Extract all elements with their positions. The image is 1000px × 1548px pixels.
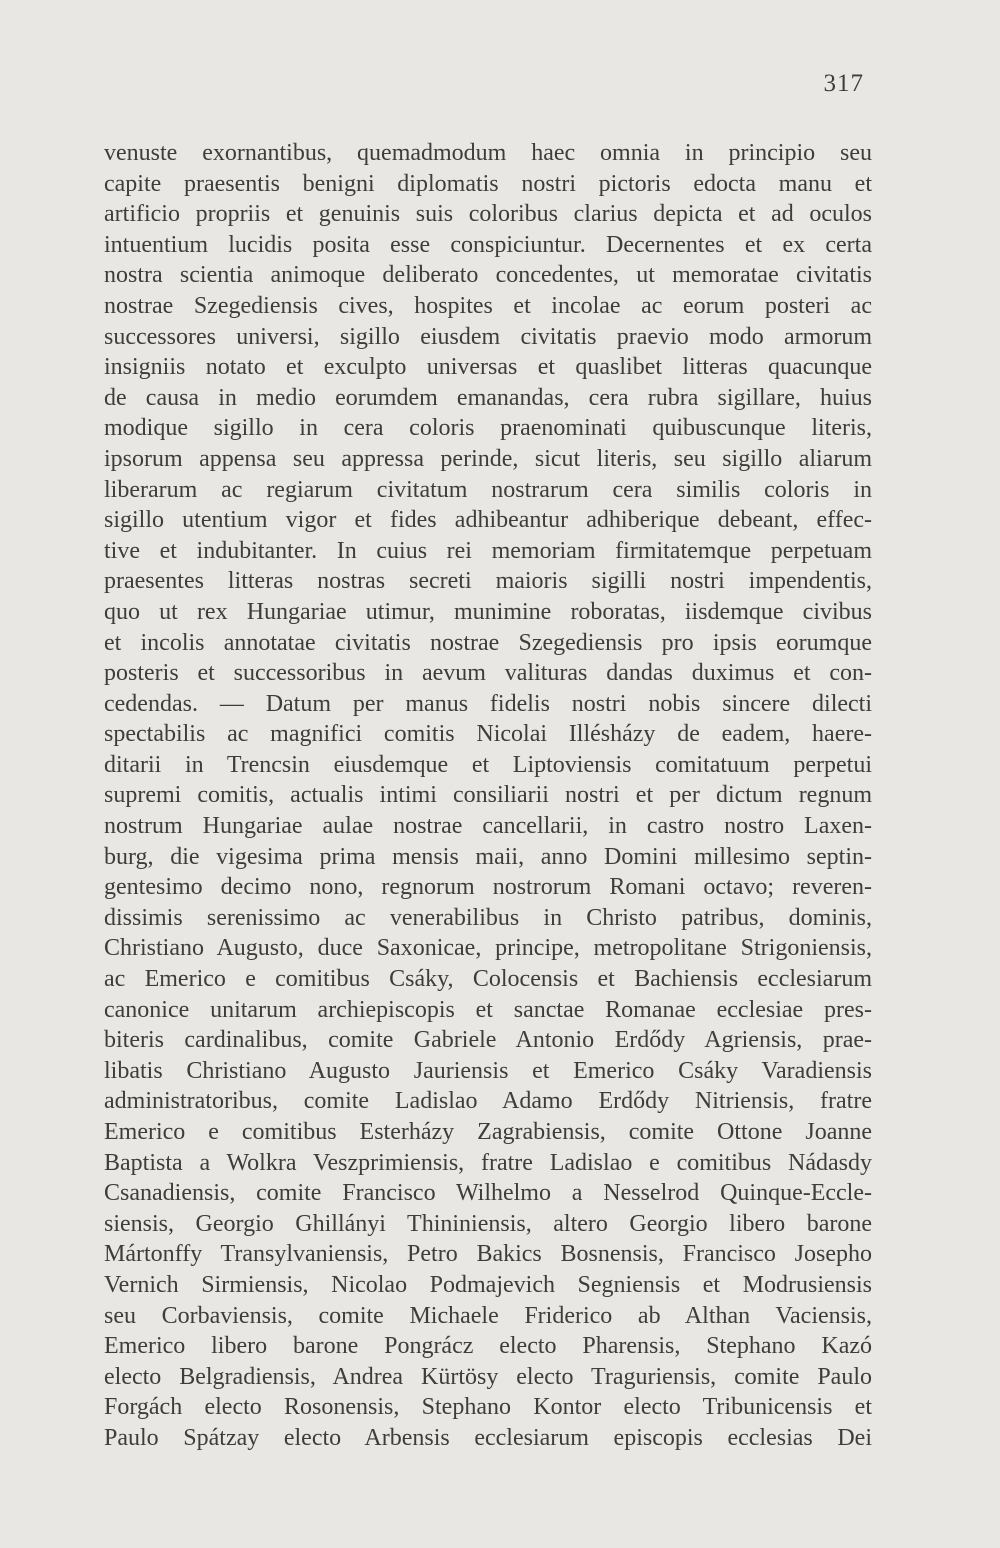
- text-line: siensis, Georgio Ghillányi Thininiensis, altero Georgio libero barone: [104, 1210, 872, 1237]
- text-line: nostra scientia animoque deliberato concedentes, ut memoratae civitatis: [104, 262, 872, 289]
- text-line: quo ut rex Hungariae utimur, munimine roboratas, iisdemque civibus: [104, 598, 872, 625]
- text-line: ipsorum appensa seu appressa perinde, sicut literis, seu sigillo aliarum: [104, 445, 872, 472]
- text-line: Mártonffy Transylvaniensis, Petro Bakics Bosnensis, Francisco Josepho: [104, 1241, 872, 1268]
- text-line: nostrae Szegediensis cives, hospites et incolae ac eorum posteri ac: [104, 292, 872, 319]
- body-text: [104, 138, 872, 1454]
- text-line: de causa in medio eorumdem emanandas, cera rubra sigillare, huius: [104, 384, 872, 411]
- text-line: tive et indubitanter. In cuius rei memoriam firmitatemque perpetuam: [104, 537, 872, 564]
- text-line: spectabilis ac magnifici comitis Nicolai Illésházy de eadem, haere-: [104, 721, 872, 748]
- text-line: intuentium lucidis posita esse conspiciuntur. Decernentes et ex certa: [104, 231, 872, 258]
- text-line: successores universi, sigillo eiusdem civitatis praevio modo armorum: [104, 323, 872, 350]
- text-line: dissimis serenissimo ac venerabilibus in Christo patribus, dominis,: [104, 904, 872, 931]
- text-line: capite praesentis benigni diplomatis nostri pictoris edocta manu et: [104, 170, 872, 197]
- text-line: cedendas. — Datum per manus fidelis nostri nobis sincere dilecti: [104, 690, 872, 717]
- text-line: insigniis notato et exculpto universas et quaslibet litteras quacunque: [104, 354, 872, 381]
- text-line: ac Emerico e comitibus Csáky, Colocensis et Bachiensis ecclesiarum: [104, 966, 872, 993]
- text-line: venuste exornantibus, quemadmodum haec omnia in principio seu: [104, 140, 872, 166]
- text-line: Christiano Augusto, duce Saxonicae, principe, metropolitane Strigoniensis,: [104, 935, 872, 962]
- text-line: biteris cardinalibus, comite Gabriele Antonio Erdődy Agriensis, prae-: [104, 1027, 872, 1054]
- text-line: Emerico e comitibus Esterházy Zagrabiensis, comite Ottone Joanne: [104, 1119, 872, 1145]
- text-line: supremi comitis, actualis intimi consiliarii nostri et per dictum regnum: [104, 782, 872, 809]
- text-line: nostrum Hungariae aulae nostrae cancellarii, in castro nostro Laxen-: [104, 813, 872, 840]
- text-line: liberarum ac regiarum civitatum nostrarum cera similis coloris in: [104, 476, 872, 503]
- text-line: Paulo Spátzay electo Arbensis ecclesiarum episcopis ecclesias Dei: [104, 1424, 872, 1451]
- text-line: sigillo utentium vigor et fides adhibeantur adhiberique debeant, effec-: [104, 507, 872, 534]
- text-line: Baptista a Wolkra Veszprimiensis, fratre Ladislao e comitibus Nádasdy: [104, 1149, 872, 1176]
- text-line: libatis Christiano Augusto Jauriensis et Emerico Csáky Varadiensis: [104, 1057, 872, 1084]
- text-line: administratoribus, comite Ladislao Adamo Erdődy Nitriensis, fratre: [104, 1088, 872, 1115]
- text-line: gentesimo decimo nono, regnorum nostrorum Romani octavo; reveren-: [104, 874, 872, 901]
- text-line: ditarii in Trencsin eiusdemque et Liptoviensis comitatuum perpetui: [104, 751, 872, 778]
- text-line: seu Corbaviensis, comite Michaele Friderico ab Althan Vaciensis,: [104, 1302, 872, 1329]
- text-line: et incolis annotatae civitatis nostrae Szegediensis pro ipsis eorumque: [104, 629, 872, 656]
- text-line: modique sigillo in cera coloris praenominati quibuscunque literis,: [104, 415, 872, 442]
- text-line: Vernich Sirmiensis, Nicolao Podmajevich Segniensis et Modrusiensis: [104, 1271, 872, 1298]
- text-line: praesentes litteras nostras secreti maioris sigilli nostri impendentis,: [104, 568, 872, 595]
- text-line: Forgách electo Rosonensis, Stephano Kontor electo Tribunicensis et: [104, 1394, 872, 1421]
- page-number: 317: [823, 70, 864, 97]
- text-line: canonice unitarum archiepiscopis et sanctae Romanae ecclesiae pres-: [104, 996, 872, 1023]
- text-line: Emerico libero barone Pongrácz electo Pharensis, Stephano Kazó: [104, 1333, 872, 1360]
- text-line: posteris et successoribus in aevum valituras dandas duximus et con-: [104, 660, 872, 687]
- text-line: burg, die vigesima prima mensis maii, anno Domini millesimo septin-: [104, 843, 872, 870]
- text-line: artificio propriis et genuinis suis coloribus clarius depicta et ad oculos: [104, 201, 872, 228]
- text-line: electo Belgradiensis, Andrea Kürtösy electo Traguriensis, comite Paulo: [104, 1363, 872, 1390]
- text-line: Csanadiensis, comite Francisco Wilhelmo a Nesselrod Quinque-Eccle-: [104, 1180, 872, 1207]
